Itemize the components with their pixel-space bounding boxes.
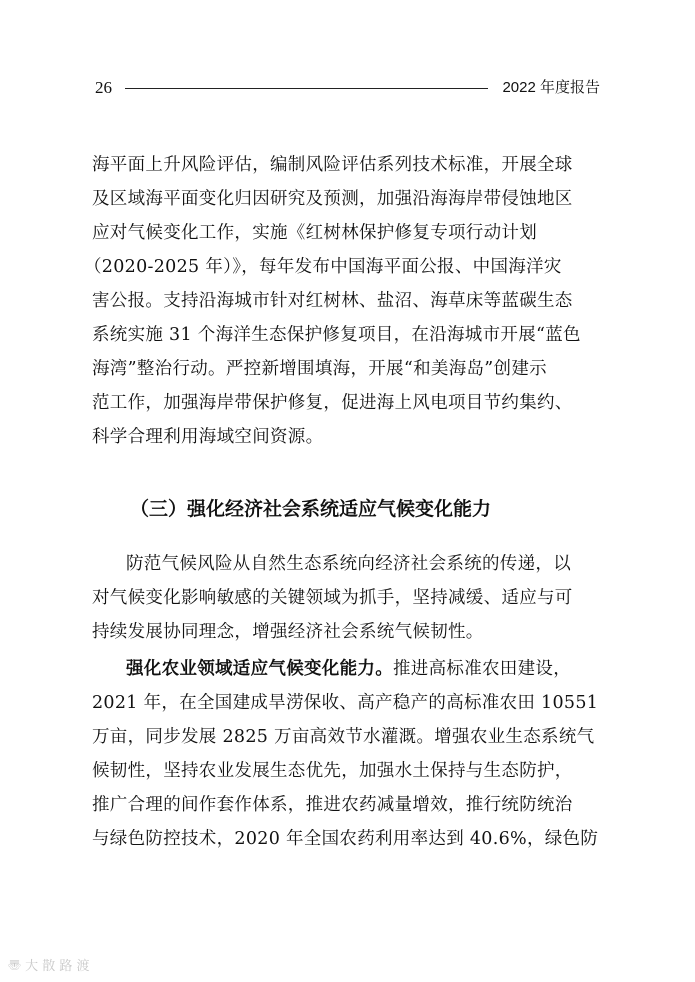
text-line: 候韧性，坚持农业发展生态优先，加强水土保持与生态防护，	[92, 761, 573, 781]
text-line: 万亩，同步发展 2825 万亩高效节水灌溉。增强农业生态系统气	[92, 727, 595, 747]
text-line: （2020-2025 年）》，每年发布中国海平面公报、中国海洋灾	[84, 257, 562, 277]
text-line: 应对气候变化工作，实施《红树林保护修复专项行动计划	[92, 223, 537, 243]
text-line: 海湾”整治行动。严控新增围填海，开展“和美海岛”创建示	[92, 359, 547, 379]
paragraph-agriculture	[92, 652, 612, 856]
text-line: 对气候变化影响敏感的关键领域为抓手，坚持减缓、适应与可	[92, 588, 573, 608]
report-title: 2022 年度报告	[502, 79, 600, 96]
text-line: 范工作，加强海岸带保护修复，促进海上风电项目节约集约、	[92, 393, 573, 413]
text-line: 与绿色防控技术，2020 年全国农药利用率达到 40.6%，绿色防	[92, 829, 599, 849]
bold-lead-sentence: 强化农业领域适应气候变化能力。	[126, 659, 393, 679]
watermark: 〠 大 散 路 渡	[8, 959, 90, 974]
text-line: 科学合理利用海域空间资源。	[92, 427, 324, 447]
text-line: 推广合理的间作套作体系，推进农药减量增效，推行统防统治	[92, 795, 573, 815]
text-line: 防范气候风险从自然生态系统向经济社会系统的传递，以	[126, 554, 571, 574]
section-heading: （三）强化经济社会系统适应气候变化能力	[130, 498, 492, 520]
page-header	[95, 76, 600, 100]
paragraph-intro	[92, 547, 612, 649]
lead-line-rest: 推进高标准农田建设，	[393, 659, 571, 679]
page-number: 26	[95, 78, 112, 97]
text-line: 持续发展协同理念，增强经济社会系统气候韧性。	[92, 622, 484, 642]
text-line: 海平面上升风险评估，编制风险评估系列技术标准，开展全球	[92, 155, 573, 175]
text-line: 2021 年，在全国建成旱涝保收、高产稳产的高标准农田 10551	[92, 693, 599, 713]
text-line	[92, 652, 612, 686]
text-line: 系统实施 31 个海洋生态保护修复项目，在沿海城市开展“蓝色	[92, 325, 581, 345]
text-line: 及区域海平面变化归因研究及预测，加强沿海海岸带侵蚀地区	[92, 189, 573, 209]
text-line: 害公报。支持沿海城市针对红树林、盐沼、海草床等蓝碳生态	[92, 291, 573, 311]
paragraph-sea-level	[84, 148, 612, 454]
header-rule	[125, 88, 488, 89]
